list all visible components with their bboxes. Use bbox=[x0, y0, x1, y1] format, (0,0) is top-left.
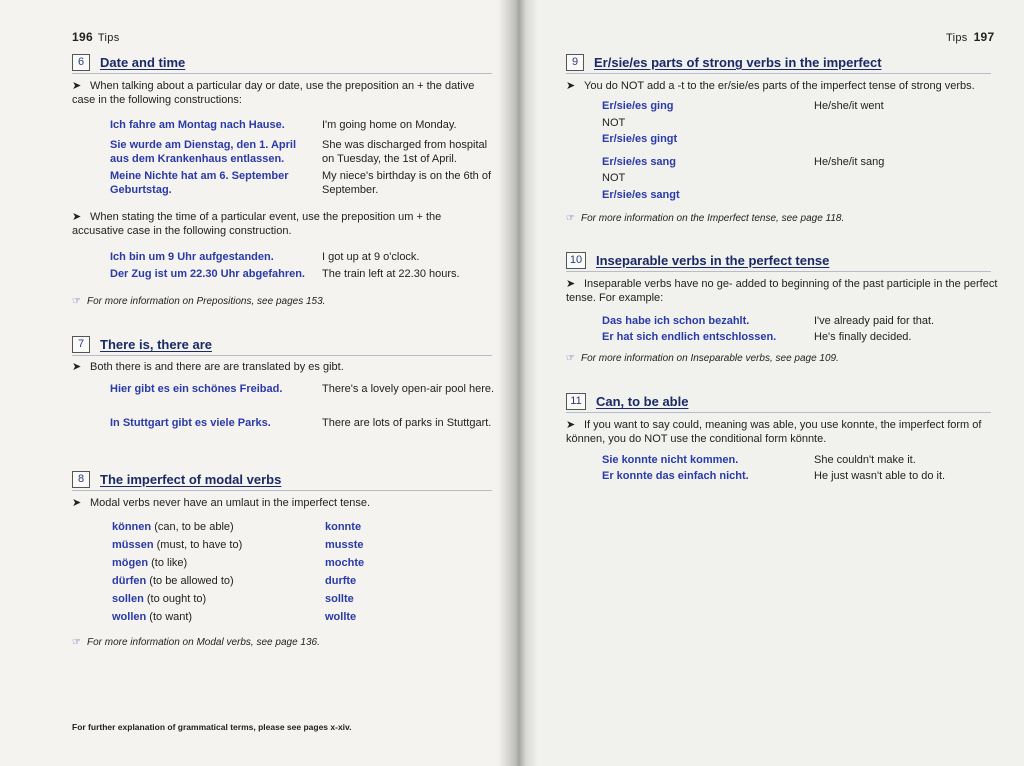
page-footer: For further explanation of grammatical terms, please see pages x-xiv. bbox=[72, 722, 352, 732]
modal-verb-row: wollen (to want) bbox=[112, 611, 193, 623]
modal-verb-row: können (can, to be able) bbox=[112, 521, 234, 533]
section-10-bullet-1: ➤ Inseparable verbs have no ge- added to beginning of the past participle in the perfect tense. For example: bbox=[566, 278, 998, 304]
example-de: Er/sie/es gingt bbox=[602, 133, 678, 145]
pointing-hand-icon: ☞ bbox=[72, 296, 81, 307]
section-number: 7 bbox=[72, 336, 90, 353]
modal-verb-row: mögen (to like) bbox=[112, 557, 188, 569]
book-gutter-shadow bbox=[498, 0, 538, 766]
example-de: Ich fahre am Montag nach Hause. bbox=[110, 119, 285, 131]
section-7-header bbox=[72, 336, 492, 356]
section-9-header bbox=[566, 54, 991, 74]
arrow-icon: ➤ bbox=[566, 419, 576, 431]
section-number: 6 bbox=[72, 54, 90, 71]
example-de: Er/sie/es ging bbox=[602, 100, 674, 112]
example-en: I've already paid for that. bbox=[814, 315, 935, 327]
example-de: Sie wurde am Dienstag, den 1. April aus dem Krankenhaus entlassen. bbox=[110, 139, 297, 165]
example-de: Hier gibt es ein schönes Freibad. bbox=[110, 383, 283, 395]
section-9-reference: ☞ For more information on the Imperfect tense, see page 118. bbox=[566, 213, 845, 224]
section-number: 11 bbox=[566, 393, 586, 410]
example-not: NOT bbox=[602, 172, 626, 184]
section-9-bullet-1: ➤ You do NOT add a -t to the er/sie/es parts of the imperfect tense of strong verbs. bbox=[566, 80, 975, 92]
section-8-bullet-1: ➤ Modal verbs never have an umlaut in the imperfect tense. bbox=[72, 497, 371, 509]
section-10-header bbox=[566, 252, 991, 272]
modal-verb-imperfect: mochte bbox=[325, 557, 365, 569]
example-en: I'm going home on Monday. bbox=[322, 119, 457, 131]
arrow-icon: ➤ bbox=[72, 497, 82, 509]
example-de: Er/sie/es sangt bbox=[602, 189, 680, 201]
section-7-bullet-1: ➤ Both there is and there are are translated by es gibt. bbox=[72, 361, 344, 373]
arrow-icon: ➤ bbox=[72, 211, 82, 223]
modal-verb-row: müssen (must, to have to) bbox=[112, 539, 243, 551]
section-11-header bbox=[566, 393, 991, 413]
arrow-icon: ➤ bbox=[72, 80, 82, 92]
example-en: She couldn't make it. bbox=[814, 454, 916, 466]
section-8-header bbox=[72, 471, 492, 491]
modal-verb-imperfect: sollte bbox=[325, 593, 354, 605]
section-title: There is, there are bbox=[100, 337, 212, 352]
modal-verb-imperfect: musste bbox=[325, 539, 364, 551]
section-6-bullet-1: ➤ When talking about a particular day or date, use the preposition an + the dative case in the following constructions: bbox=[72, 80, 475, 106]
section-6-header bbox=[72, 54, 492, 74]
example-de: Er hat sich endlich entschlossen. bbox=[602, 331, 777, 343]
example-en: He/she/it went bbox=[814, 100, 884, 112]
section-title: Date and time bbox=[100, 55, 186, 70]
modal-verb-imperfect: wollte bbox=[325, 611, 357, 623]
example-en: There are lots of parks in Stuttgart. bbox=[322, 417, 492, 429]
example-de: Sie konnte nicht kommen. bbox=[602, 454, 739, 466]
section-number: 10 bbox=[566, 252, 586, 269]
section-6-bullet-2: ➤ When stating the time of a particular event, use the preposition um + the accusative case in the following construction. bbox=[72, 211, 442, 237]
example-en: I got up at 9 o'clock. bbox=[322, 251, 420, 263]
example-de: Er konnte das einfach nicht. bbox=[602, 470, 749, 482]
section-6-reference: ☞ For more information on Prepositions, see pages 153. bbox=[72, 296, 326, 307]
example-de: Das habe ich schon bezahlt. bbox=[602, 315, 750, 327]
arrow-icon: ➤ bbox=[566, 278, 576, 290]
example-en: He's finally decided. bbox=[814, 331, 912, 343]
pointing-hand-icon: ☞ bbox=[72, 637, 81, 648]
section-number: 8 bbox=[72, 471, 90, 488]
example-de: Ich bin um 9 Uhr aufgestanden. bbox=[110, 251, 274, 263]
pointing-hand-icon: ☞ bbox=[566, 353, 575, 364]
example-en: He just wasn't able to do it. bbox=[814, 470, 946, 482]
section-title: Can, to be able bbox=[596, 394, 689, 409]
folio-right: Tips 197 bbox=[946, 30, 995, 44]
section-11-bullet-1: ➤ If you want to say could, meaning was able, you use konnte, the imperfect form of können, you do NOT use the conditional form könnte. bbox=[566, 419, 982, 445]
example-de: Der Zug ist um 22.30 Uhr abgefahren. bbox=[110, 268, 305, 280]
example-en: There's a lovely open-air pool here. bbox=[322, 383, 495, 395]
section-title: The imperfect of modal verbs bbox=[100, 472, 282, 487]
arrow-icon: ➤ bbox=[566, 80, 576, 92]
section-8-reference: ☞ For more information on Modal verbs, see page 136. bbox=[72, 637, 320, 648]
folio-left: 196 Tips bbox=[72, 30, 120, 44]
example-not: NOT bbox=[602, 117, 626, 129]
example-de: Er/sie/es sang bbox=[602, 156, 676, 168]
modal-verb-imperfect: konnte bbox=[325, 521, 362, 533]
section-title: Er/sie/es parts of strong verbs in the imperfect bbox=[594, 55, 882, 70]
right-page bbox=[514, 0, 1024, 766]
example-en: The train left at 22.30 hours. bbox=[322, 268, 460, 280]
example-de: In Stuttgart gibt es viele Parks. bbox=[110, 417, 271, 429]
section-number: 9 bbox=[566, 54, 584, 71]
section-10-reference: ☞ For more information on Inseparable verbs, see page 109. bbox=[566, 353, 839, 364]
pointing-hand-icon: ☞ bbox=[566, 213, 575, 224]
example-en: She was discharged from hospital on Tuesday, the 1st of April. bbox=[322, 139, 488, 165]
example-en: He/she/it sang bbox=[814, 156, 885, 168]
example-de: Meine Nichte hat am 6. September Geburtstag. bbox=[110, 170, 289, 196]
arrow-icon: ➤ bbox=[72, 361, 82, 373]
example-en: My niece's birthday is on the 6th of September. bbox=[322, 170, 492, 196]
section-title: Inseparable verbs in the perfect tense bbox=[596, 253, 830, 268]
modal-verb-row: dürfen (to be allowed to) bbox=[112, 575, 234, 587]
modal-verb-imperfect: durfte bbox=[325, 575, 357, 587]
modal-verb-row: sollen (to ought to) bbox=[112, 593, 207, 605]
